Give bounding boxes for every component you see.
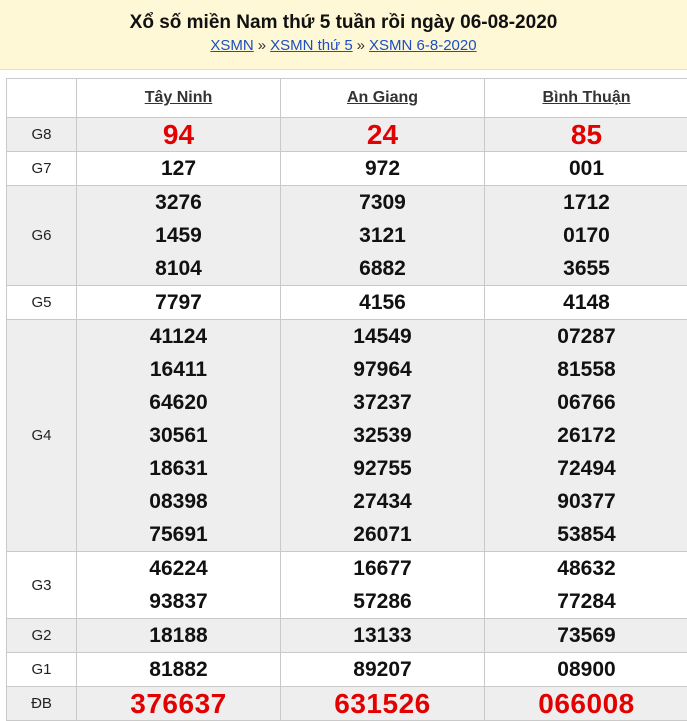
prize-cell (281, 687, 485, 721)
prize-cell (281, 552, 485, 619)
prize-number: 46224 (77, 552, 280, 585)
table-header-row (7, 79, 687, 118)
prize-cell (77, 320, 281, 552)
prize-number: 8104 (77, 252, 280, 285)
breadcrumb-link-xsmn-date[interactable]: XSMN 6-8-2020 (369, 37, 477, 54)
prize-number: 94 (77, 118, 280, 151)
prize-cell (77, 653, 281, 687)
prize-number: 14549 (281, 320, 484, 353)
prize-number: 16677 (281, 552, 484, 585)
prize-cell (77, 286, 281, 320)
prize-number: 72494 (485, 452, 687, 485)
prize-number: 41124 (77, 320, 280, 353)
prize-number: 066008 (485, 687, 687, 720)
prize-cell (485, 552, 687, 619)
prize-cell (281, 286, 485, 320)
table-row (7, 320, 687, 552)
table-row (7, 619, 687, 653)
table-row (7, 653, 687, 687)
prize-cell (77, 118, 281, 152)
prize-cell (485, 118, 687, 152)
prize-cell (281, 320, 485, 552)
prize-number: 7309 (281, 186, 484, 219)
prize-number: 001 (485, 152, 687, 185)
prize-number: 73569 (485, 619, 687, 652)
province-link-tay-ninh[interactable]: Tây Ninh (145, 89, 213, 106)
prize-cell (485, 653, 687, 687)
prize-number: 81558 (485, 353, 687, 386)
prize-number: 48632 (485, 552, 687, 585)
prize-number: 07287 (485, 320, 687, 353)
prize-label: G8 (7, 118, 77, 152)
prize-number: 81882 (77, 653, 280, 686)
breadcrumb-link-xsmn[interactable]: XSMN (210, 37, 253, 54)
prize-number: 08900 (485, 653, 687, 686)
table-row (7, 118, 687, 152)
prize-number: 7797 (77, 286, 280, 319)
prize-number: 08398 (77, 485, 280, 518)
prize-cell (281, 653, 485, 687)
prize-number: 37237 (281, 386, 484, 419)
prize-label: G6 (7, 186, 77, 286)
province-header (485, 79, 687, 118)
breadcrumb-separator: » (254, 37, 270, 54)
table-row (7, 286, 687, 320)
prize-label: ĐB (7, 687, 77, 721)
province-link-an-giang[interactable]: An Giang (347, 89, 418, 106)
prize-number: 16411 (77, 353, 280, 386)
prize-label: G1 (7, 653, 77, 687)
prize-number: 27434 (281, 485, 484, 518)
prize-number: 0170 (485, 219, 687, 252)
prize-cell (77, 687, 281, 721)
prize-number: 972 (281, 152, 484, 185)
province-header (77, 79, 281, 118)
prize-number: 57286 (281, 585, 484, 618)
prize-number: 18188 (77, 619, 280, 652)
province-link-binh-thuan[interactable]: Bình Thuận (543, 89, 631, 106)
prize-label: G7 (7, 152, 77, 186)
prize-label: G4 (7, 320, 77, 552)
prize-number: 6882 (281, 252, 484, 285)
table-row (7, 552, 687, 619)
results-table (6, 78, 687, 721)
prize-number: 89207 (281, 653, 484, 686)
prize-cell (485, 320, 687, 552)
prize-cell (485, 186, 687, 286)
prize-number: 18631 (77, 452, 280, 485)
prize-label: G5 (7, 286, 77, 320)
breadcrumb-link-xsmn-thu-5[interactable]: XSMN thứ 5 (270, 37, 353, 54)
prize-label: G3 (7, 552, 77, 619)
prize-number: 13133 (281, 619, 484, 652)
prize-cell (485, 286, 687, 320)
prize-number: 32539 (281, 419, 484, 452)
prize-cell (485, 619, 687, 653)
prize-cell (281, 118, 485, 152)
breadcrumb-separator: » (353, 37, 369, 54)
prize-number: 1712 (485, 186, 687, 219)
prize-number: 92755 (281, 452, 484, 485)
prize-number: 30561 (77, 419, 280, 452)
prize-number: 93837 (77, 585, 280, 618)
prize-number: 127 (77, 152, 280, 185)
table-row (7, 687, 687, 721)
prize-cell (281, 186, 485, 286)
prize-cell (77, 552, 281, 619)
prize-number: 06766 (485, 386, 687, 419)
prize-number: 53854 (485, 518, 687, 551)
prize-cell (77, 186, 281, 286)
prize-cell (77, 152, 281, 186)
prize-number: 24 (281, 118, 484, 151)
prize-number: 3276 (77, 186, 280, 219)
breadcrumb (0, 36, 687, 56)
prize-number: 77284 (485, 585, 687, 618)
prize-number: 631526 (281, 687, 484, 720)
prize-cell (77, 619, 281, 653)
table-row (7, 152, 687, 186)
prize-number: 376637 (77, 687, 280, 720)
prize-cell (281, 619, 485, 653)
prize-cell (485, 152, 687, 186)
prize-number: 3121 (281, 219, 484, 252)
prize-number: 4156 (281, 286, 484, 319)
prize-number: 1459 (77, 219, 280, 252)
prize-number: 3655 (485, 252, 687, 285)
header-corner-cell (7, 79, 77, 118)
prize-number: 26172 (485, 419, 687, 452)
prize-number: 85 (485, 118, 687, 151)
prize-cell (281, 152, 485, 186)
prize-number: 26071 (281, 518, 484, 551)
prize-number: 4148 (485, 286, 687, 319)
prize-number: 90377 (485, 485, 687, 518)
province-header (281, 79, 485, 118)
prize-number: 97964 (281, 353, 484, 386)
prize-number: 75691 (77, 518, 280, 551)
prize-number: 64620 (77, 386, 280, 419)
page-title: Xổ số miền Nam thứ 5 tuần rồi ngày 06-08-2020 (0, 0, 687, 36)
prize-cell (485, 687, 687, 721)
page-header (0, 0, 687, 70)
table-row (7, 186, 687, 286)
prize-label: G2 (7, 619, 77, 653)
